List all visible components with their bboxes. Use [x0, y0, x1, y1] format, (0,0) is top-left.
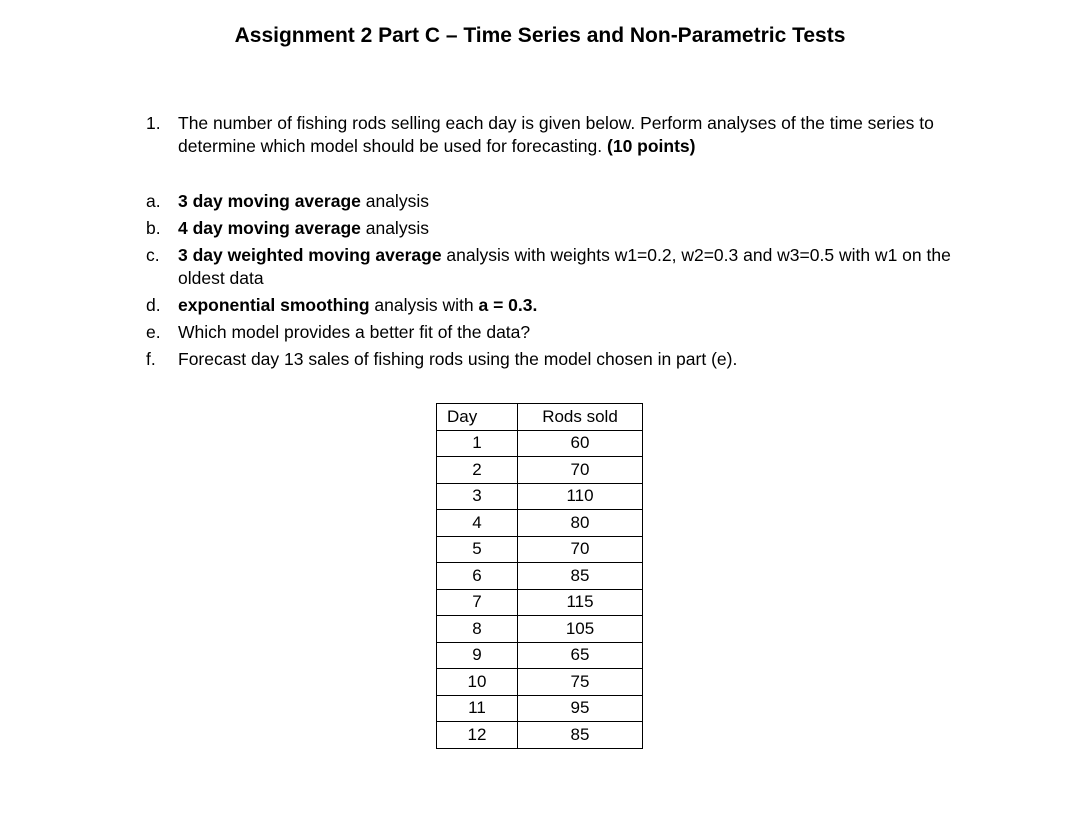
- table-row: [437, 430, 643, 457]
- part-letter: d.: [146, 294, 161, 315]
- day-cell: 2: [437, 457, 518, 484]
- header-day: Day: [437, 404, 518, 431]
- rods-cell: 70: [518, 536, 643, 563]
- part-bold-alpha: a = 0.3.: [478, 294, 538, 315]
- table-row: [437, 642, 643, 669]
- part-bold: exponential smoothing: [178, 294, 370, 315]
- day-cell: 5: [437, 536, 518, 563]
- question-body: The number of fishing rods selling each day is given below. Perform analyses of the time series to determine which model should be used for forecasting.: [178, 113, 934, 156]
- table-row: [437, 589, 643, 616]
- table-header-row: [437, 404, 643, 431]
- rods-cell: 75: [518, 669, 643, 696]
- part-bold: 3 day moving average: [178, 191, 361, 211]
- day-cell: 3: [437, 483, 518, 510]
- part-text: analysis with: [369, 294, 479, 315]
- day-cell: 10: [437, 669, 518, 696]
- part-text: analysis: [360, 191, 429, 211]
- part-b: [146, 217, 976, 240]
- rods-cell: 105: [518, 616, 643, 643]
- rods-cell: 95: [518, 695, 643, 722]
- header-rods-sold: Rods sold: [518, 404, 643, 431]
- part-letter: a.: [146, 191, 161, 211]
- part-bold: 4 day moving average: [178, 218, 361, 238]
- table-row: [437, 483, 643, 510]
- rods-cell: 85: [518, 722, 643, 749]
- table-row: [437, 695, 643, 722]
- part-f: [146, 348, 976, 371]
- rods-cell: 110: [518, 483, 643, 510]
- part-letter: b.: [146, 218, 161, 238]
- part-e: [146, 321, 976, 344]
- part-letter: e.: [146, 321, 161, 342]
- rods-cell: 65: [518, 642, 643, 669]
- rods-cell: 115: [518, 589, 643, 616]
- table-row: [437, 563, 643, 590]
- question-1: [146, 112, 976, 158]
- part-text: analysis with weights w1=0.2, w2=0.3 and w3=0.5 with w1 on the oldest data: [178, 245, 951, 288]
- day-cell: 9: [437, 642, 518, 669]
- part-letter: c.: [146, 245, 160, 265]
- question-parts: [146, 190, 976, 375]
- table-row: [437, 457, 643, 484]
- table-row: [437, 722, 643, 749]
- day-cell: 11: [437, 695, 518, 722]
- part-a: [146, 190, 976, 213]
- rods-cell: 85: [518, 563, 643, 590]
- day-cell: 1: [437, 430, 518, 457]
- part-text: Which model provides a better fit of the data?: [178, 321, 531, 342]
- part-text: analysis: [360, 218, 429, 238]
- table-row: [437, 510, 643, 537]
- part-c: [146, 244, 976, 289]
- table-row: [437, 536, 643, 563]
- rods-sold-table: [436, 403, 643, 749]
- question-text: [178, 112, 976, 158]
- part-text: Forecast day 13 sales of fishing rods using the model chosen in part (e).: [178, 348, 738, 369]
- table-row: [437, 616, 643, 643]
- rods-cell: 60: [518, 430, 643, 457]
- rods-cell: 80: [518, 510, 643, 537]
- rods-cell: 70: [518, 457, 643, 484]
- day-cell: 7: [437, 589, 518, 616]
- day-cell: 4: [437, 510, 518, 537]
- table-row: [437, 669, 643, 696]
- part-bold: 3 day weighted moving average: [178, 245, 442, 265]
- question-number: 1.: [146, 113, 161, 133]
- day-cell: 8: [437, 616, 518, 643]
- question-points: (10 points): [607, 136, 696, 156]
- part-letter: f.: [146, 348, 156, 369]
- document-title: Assignment 2 Part C – Time Series and Non-Parametric Tests: [234, 24, 846, 47]
- day-cell: 6: [437, 563, 518, 590]
- part-d: [146, 294, 976, 317]
- day-cell: 12: [437, 722, 518, 749]
